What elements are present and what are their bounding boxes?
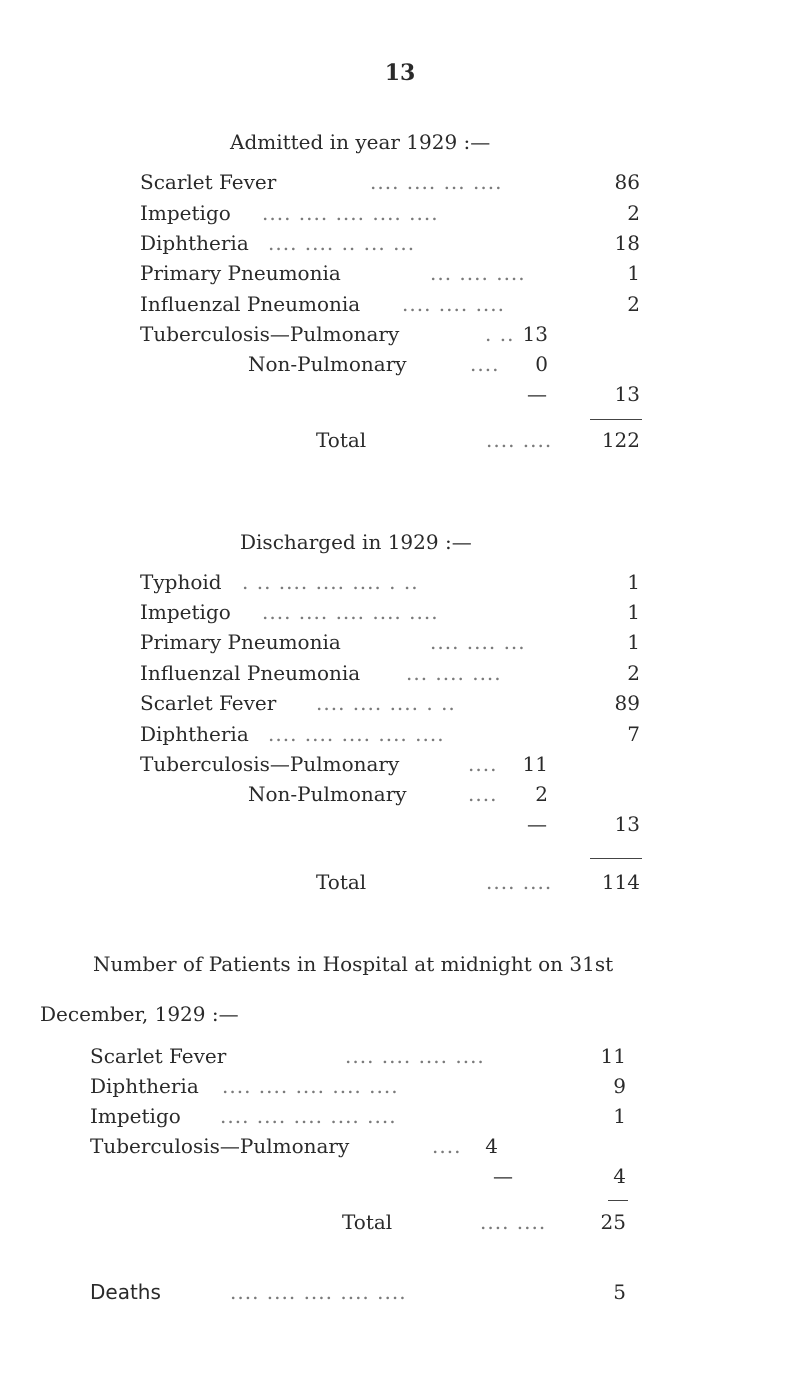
- deaths-row: [0, 1280, 800, 1310]
- row-value: 9: [613, 1074, 626, 1098]
- total-value: 122: [601, 428, 640, 452]
- leader-dots: .... .... .... .... ....: [262, 201, 439, 225]
- subtotal-dash: —: [493, 1164, 513, 1188]
- subtotal-dash: —: [527, 382, 547, 406]
- row-value: 1: [627, 630, 640, 654]
- discharged-heading: Discharged in 1929 :—: [240, 530, 472, 554]
- admitted-total-row: [0, 428, 800, 458]
- hospital-total-row: [0, 1210, 800, 1240]
- discharged-row: [0, 782, 800, 812]
- row-label: Diphtheria: [140, 722, 249, 746]
- admitted-row: [0, 201, 800, 231]
- total-label: Total: [316, 428, 367, 452]
- leader-dots: . ..: [485, 322, 515, 346]
- admitted-heading: Admitted in year 1929 :—: [230, 130, 491, 154]
- leader-dots: .... .... .... ....: [345, 1044, 485, 1068]
- row-label: Impetigo: [140, 600, 231, 624]
- leader-dots: .... .... .... .... ....: [220, 1104, 397, 1128]
- leader-dots: .... .... .... .... ....: [262, 600, 439, 624]
- admitted-row: [0, 231, 800, 261]
- row-label: Primary Pneumonia: [140, 630, 341, 654]
- leader-dots: ... .... ....: [406, 661, 502, 685]
- row-label: Diphtheria: [140, 231, 249, 255]
- leader-dots: ....: [468, 782, 498, 806]
- discharged-row: [0, 722, 800, 752]
- row-value: 1: [627, 600, 640, 624]
- row-subvalue: 13: [522, 322, 548, 346]
- row-subvalue: 4: [485, 1134, 498, 1158]
- hospital-intro-line2: December, 1929 :—: [40, 1002, 239, 1026]
- row-subvalue: 0: [535, 352, 548, 376]
- leader-dots: .... .... ....: [402, 292, 506, 316]
- hospital-row: [0, 1044, 800, 1074]
- leader-dots: ... .... ....: [430, 261, 526, 285]
- discharged-total-row: [0, 870, 800, 900]
- row-label: Scarlet Fever: [140, 170, 277, 194]
- admitted-row: [0, 352, 800, 382]
- row-label: Tuberculosis—Pulmonary: [140, 752, 400, 776]
- row-value: 2: [627, 661, 640, 685]
- row-label: Tuberculosis—Pulmonary: [140, 322, 400, 346]
- row-label: Impetigo: [90, 1104, 181, 1128]
- leader-dots: .... ....: [486, 428, 553, 452]
- row-subvalue: 11: [522, 752, 548, 776]
- leader-dots: .... .... .... .... ....: [268, 722, 445, 746]
- admitted-row: [0, 170, 800, 200]
- discharged-row: [0, 661, 800, 691]
- subtotal-value: 13: [614, 812, 640, 836]
- row-label: Non-Pulmonary: [248, 782, 407, 806]
- row-value: 2: [627, 201, 640, 225]
- row-value: 1: [627, 261, 640, 285]
- hospital-row: [0, 1134, 800, 1164]
- hospital-row: [0, 1074, 800, 1104]
- row-subvalue: 2: [535, 782, 548, 806]
- row-value: 89: [614, 691, 640, 715]
- discharged-row: [0, 630, 800, 660]
- leader-dots: ....: [468, 752, 498, 776]
- discharged-row: [0, 600, 800, 630]
- leader-dots: .... ....: [486, 870, 553, 894]
- row-value: 11: [600, 1044, 626, 1068]
- subtotal-value: 13: [614, 382, 640, 406]
- discharged-row: [0, 752, 800, 782]
- hospital-row: [0, 1104, 800, 1134]
- leader-dots: .... .... ... ....: [370, 170, 503, 194]
- row-value: 2: [627, 292, 640, 316]
- row-value: 1: [627, 570, 640, 594]
- discharged-row: [0, 570, 800, 600]
- leader-dots: ....: [470, 352, 500, 376]
- row-label: Tuberculosis—Pulmonary: [90, 1134, 350, 1158]
- row-value: 86: [614, 170, 640, 194]
- total-label: Total: [342, 1210, 393, 1234]
- admitted-row: [0, 261, 800, 291]
- total-rule: [590, 858, 642, 859]
- row-label: Scarlet Fever: [140, 691, 277, 715]
- deaths-label: Deaths: [90, 1280, 161, 1304]
- row-value: 7: [627, 722, 640, 746]
- hospital-subtotal-row: [0, 1164, 800, 1194]
- total-rule: [608, 1200, 628, 1201]
- leader-dots: ....: [432, 1134, 462, 1158]
- row-label: Non-Pulmonary: [248, 352, 407, 376]
- leader-dots: . .. .... .... .... . ..: [242, 570, 419, 594]
- leader-dots: .... .... .. ... ...: [268, 231, 416, 255]
- discharged-subtotal-row: [0, 812, 800, 842]
- row-label: Primary Pneumonia: [140, 261, 341, 285]
- row-value: 1: [613, 1104, 626, 1128]
- row-label: Diphtheria: [90, 1074, 199, 1098]
- admitted-subtotal-row: [0, 382, 800, 412]
- row-label: Typhoid: [140, 570, 222, 594]
- page-number: 13: [384, 60, 416, 86]
- leader-dots: .... .... .... .... ....: [222, 1074, 399, 1098]
- admitted-row: [0, 322, 800, 352]
- row-label: Influenzal Pneumonia: [140, 292, 361, 316]
- total-rule: [590, 419, 642, 420]
- row-label: Scarlet Fever: [90, 1044, 227, 1068]
- subtotal-value: 4: [613, 1164, 626, 1188]
- total-value: 25: [600, 1210, 626, 1234]
- row-label: Impetigo: [140, 201, 231, 225]
- row-label: Influenzal Pneumonia: [140, 661, 361, 685]
- total-label: Total: [316, 870, 367, 894]
- total-value: 114: [601, 870, 640, 894]
- leader-dots: .... .... .... .... ....: [230, 1280, 407, 1304]
- hospital-intro-line1: Number of Patients in Hospital at midnight on 31st: [93, 952, 614, 976]
- leader-dots: .... ....: [480, 1210, 547, 1234]
- row-value: 18: [614, 231, 640, 255]
- subtotal-dash: —: [527, 812, 547, 836]
- leader-dots: .... .... .... . ..: [316, 691, 456, 715]
- admitted-row: [0, 292, 800, 322]
- discharged-row: [0, 691, 800, 721]
- leader-dots: .... .... ...: [430, 630, 526, 654]
- deaths-value: 5: [613, 1280, 626, 1304]
